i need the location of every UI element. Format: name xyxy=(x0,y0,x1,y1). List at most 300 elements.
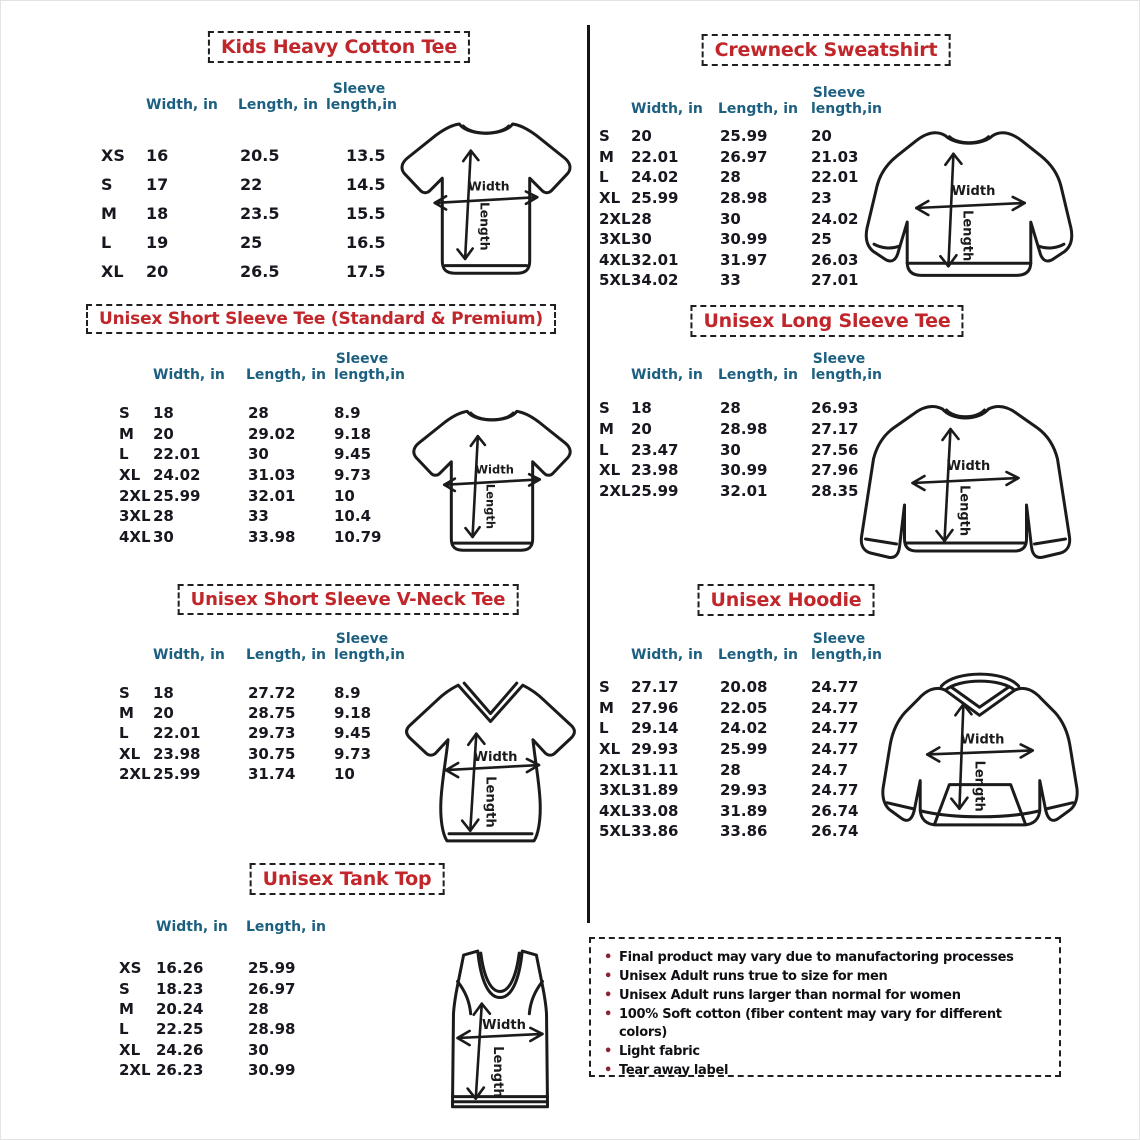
cell-length: 32.01 xyxy=(248,486,296,505)
cell-length: 30.99 xyxy=(720,461,768,480)
cell-width: 34.02 xyxy=(631,271,679,290)
size-row xyxy=(119,683,390,703)
size-table-long-sleeve-tee xyxy=(599,398,867,501)
cell-width: 25.99 xyxy=(153,764,201,783)
bullet-icon: • xyxy=(604,1063,613,1079)
section-title-kids-heavy-cotton-tee: Kids Heavy Cotton Tee xyxy=(208,31,470,63)
cell-width: 33.08 xyxy=(631,801,679,820)
tee-illustration xyxy=(401,399,583,567)
cell-sleeve: 10.79 xyxy=(334,527,382,546)
note-item xyxy=(604,1006,1046,1044)
size-row xyxy=(101,170,392,199)
size-table-kids xyxy=(101,141,392,286)
cell-sleeve: 14.5 xyxy=(346,175,386,194)
size-row xyxy=(119,958,341,978)
header-sleeve: Sleeve length,in xyxy=(811,84,883,117)
cell-width: 28 xyxy=(631,209,652,228)
length-label: Length xyxy=(489,1046,505,1098)
cell-length: 28 xyxy=(248,404,269,423)
cell-width: 18 xyxy=(153,404,174,423)
cell-length: 22.05 xyxy=(720,698,768,717)
cell-width: 25.99 xyxy=(631,189,679,208)
cell-length: 26.97 xyxy=(720,147,768,166)
cell-length: 33.86 xyxy=(720,822,768,841)
cell-sleeve: 24.77 xyxy=(811,698,859,717)
header-sleeve: Sleeve length,in xyxy=(334,630,406,663)
cell-size: M xyxy=(599,147,614,166)
width-label: Width xyxy=(951,183,996,199)
cell-width: 29.93 xyxy=(631,740,679,759)
length-label: Length xyxy=(956,485,972,537)
cell-sleeve: 24.77 xyxy=(811,740,859,759)
header-size xyxy=(119,663,153,665)
v-neck-tee-illustration xyxy=(397,671,585,853)
cell-width: 28 xyxy=(153,507,174,526)
length-label: Length xyxy=(483,483,498,530)
note-item xyxy=(604,1062,1046,1081)
cell-sleeve: 17.5 xyxy=(346,262,386,281)
cell-length: 25.99 xyxy=(720,740,768,759)
cell-length: 31.97 xyxy=(720,250,768,269)
cell-sleeve: 26.74 xyxy=(811,822,859,841)
size-row xyxy=(101,141,392,170)
size-row xyxy=(599,801,867,822)
size-row xyxy=(599,208,867,229)
cell-length: 30 xyxy=(720,440,741,459)
cell-size: 2XL xyxy=(599,760,631,779)
cell-length: 28 xyxy=(720,399,741,418)
section-title-unisex-tank-top: Unisex Tank Top xyxy=(250,863,445,895)
cell-sleeve: 24.77 xyxy=(811,781,859,800)
header-length: Length, in xyxy=(246,918,327,935)
header-sleeve: Sleeve length,in xyxy=(811,350,883,383)
cell-length: 31.03 xyxy=(248,466,296,485)
cell-length: 33 xyxy=(720,271,741,290)
tank-top-illustration xyxy=(429,947,571,1127)
cell-length: 28 xyxy=(720,168,741,187)
cell-size: M xyxy=(599,698,614,717)
size-row xyxy=(101,257,392,286)
cell-length: 28.75 xyxy=(248,704,296,723)
cell-size: M xyxy=(119,704,134,723)
hoodie-illustration xyxy=(877,659,1083,857)
cell-sleeve: 16.5 xyxy=(346,233,386,252)
bullet-icon: • xyxy=(604,1006,613,1022)
cell-width: 27.17 xyxy=(631,678,679,697)
size-row xyxy=(119,444,390,465)
cell-width: 25.99 xyxy=(631,482,679,501)
size-row xyxy=(119,703,390,723)
size-row xyxy=(599,739,867,760)
size-row xyxy=(119,424,390,445)
note-item xyxy=(604,1043,1046,1062)
cell-length: 29.73 xyxy=(248,724,296,743)
size-row xyxy=(119,1060,341,1080)
size-table-short-sleeve-tee xyxy=(119,403,390,547)
cell-length: 20.5 xyxy=(240,146,280,165)
cell-sleeve: 9.45 xyxy=(334,724,372,743)
size-row xyxy=(599,698,867,719)
size-row xyxy=(119,999,341,1019)
cell-size: L xyxy=(119,724,129,743)
note-text: Final product may vary due to manufactoring processes xyxy=(619,950,1014,965)
cell-sleeve: 25 xyxy=(811,230,832,249)
cell-length: 22 xyxy=(240,175,263,194)
cell-size: XL xyxy=(599,740,621,759)
cell-width: 20 xyxy=(631,127,652,146)
cell-length: 25.99 xyxy=(248,959,296,978)
header-size xyxy=(119,383,153,385)
cell-size: L xyxy=(119,1020,129,1039)
size-row xyxy=(119,744,390,764)
cell-length: 33.98 xyxy=(248,527,296,546)
size-row xyxy=(599,460,867,481)
note-item xyxy=(604,949,1046,968)
cell-size: L xyxy=(599,719,609,738)
bullet-icon: • xyxy=(604,950,613,965)
cell-length: 26.5 xyxy=(240,262,280,281)
width-label: Width xyxy=(960,732,1005,748)
product-notes-box xyxy=(589,937,1061,1077)
size-row xyxy=(119,506,390,527)
cell-sleeve: 10.4 xyxy=(334,507,372,526)
size-table-crewneck xyxy=(599,126,867,291)
cell-size: 4XL xyxy=(599,250,631,269)
cell-length: 25 xyxy=(240,233,263,252)
length-label: Length xyxy=(482,776,498,828)
cell-size: 3XL xyxy=(599,230,631,249)
table-header xyxy=(599,81,883,119)
section-title-crewneck-sweatshirt: Crewneck Sweatshirt xyxy=(702,34,951,66)
cell-length: 28.98 xyxy=(720,420,768,439)
cell-sleeve: 9.18 xyxy=(334,704,372,723)
cell-length: 32.01 xyxy=(720,482,768,501)
size-row xyxy=(101,228,392,257)
cell-length: 30 xyxy=(720,209,741,228)
note-text: Unisex Adult runs true to size for men xyxy=(619,968,888,984)
cell-width: 23.98 xyxy=(153,744,201,763)
cell-sleeve: 21.03 xyxy=(811,147,859,166)
cell-width: 29.14 xyxy=(631,719,679,738)
header-width: Width, in xyxy=(153,366,225,383)
header-size xyxy=(119,935,156,937)
cell-sleeve: 22.01 xyxy=(811,168,859,187)
cell-size: 4XL xyxy=(599,801,631,820)
cell-width: 20 xyxy=(631,420,652,439)
header-length: Length, in xyxy=(238,96,319,113)
cell-size: L xyxy=(101,233,112,252)
cell-size: XS xyxy=(101,146,125,165)
cell-size: S xyxy=(599,127,610,146)
cell-width: 20 xyxy=(153,424,174,443)
table-header xyxy=(599,347,883,385)
cell-size: L xyxy=(119,445,129,464)
cell-length: 30.75 xyxy=(248,744,296,763)
cell-sleeve: 8.9 xyxy=(334,684,361,703)
cell-size: M xyxy=(101,204,117,223)
header-width: Width, in xyxy=(631,646,703,663)
cell-width: 18 xyxy=(631,399,652,418)
header-length: Length, in xyxy=(718,366,799,383)
length-label: Length xyxy=(971,760,987,812)
cell-width: 25.99 xyxy=(153,486,201,505)
cell-sleeve: 24.7 xyxy=(811,760,849,779)
cell-width: 32.01 xyxy=(631,250,679,269)
cell-sleeve: 26.74 xyxy=(811,801,859,820)
size-row xyxy=(599,167,867,188)
cell-length: 20.08 xyxy=(720,678,768,697)
cell-size: XL xyxy=(119,744,141,763)
size-row xyxy=(101,199,392,228)
cell-width: 31.89 xyxy=(631,781,679,800)
size-row xyxy=(599,780,867,801)
note-item xyxy=(604,987,1046,1006)
cell-width: 23.47 xyxy=(631,440,679,459)
cell-width: 31.11 xyxy=(631,760,679,779)
header-length: Length, in xyxy=(718,100,799,117)
cell-size: 2XL xyxy=(119,1061,151,1080)
cell-length: 27.72 xyxy=(248,684,296,703)
cell-sleeve: 10 xyxy=(334,486,355,505)
cell-sleeve: 28.35 xyxy=(811,482,859,501)
cell-length: 31.74 xyxy=(248,764,296,783)
size-row xyxy=(599,229,867,250)
cell-sleeve: 27.96 xyxy=(811,461,859,480)
header-width: Width, in xyxy=(153,646,225,663)
sweatshirt-illustration xyxy=(861,115,1077,297)
cell-size: 5XL xyxy=(599,822,631,841)
header-size xyxy=(599,663,631,665)
table-header xyxy=(119,627,406,665)
cell-width: 30 xyxy=(631,230,652,249)
vertical-divider xyxy=(587,25,590,923)
width-label: Width xyxy=(473,749,518,765)
cell-sleeve: 24.02 xyxy=(811,209,859,228)
cell-length: 28.98 xyxy=(720,189,768,208)
cell-width: 24.02 xyxy=(631,168,679,187)
note-text: 100% Soft cotton (fiber content may vary for different colors) xyxy=(619,1006,1002,1041)
cell-length: 24.02 xyxy=(720,719,768,738)
size-row xyxy=(599,147,867,168)
header-sleeve: Sleeve length,in xyxy=(334,350,406,383)
cell-size: XS xyxy=(119,959,142,978)
cell-width: 20 xyxy=(146,262,169,281)
size-row xyxy=(599,419,867,440)
table-header xyxy=(119,909,349,937)
cell-length: 29.93 xyxy=(720,781,768,800)
size-row xyxy=(599,188,867,209)
cell-sleeve: 27.56 xyxy=(811,440,859,459)
cell-size: 5XL xyxy=(599,271,631,290)
header-width: Width, in xyxy=(146,96,218,113)
cell-width: 19 xyxy=(146,233,169,252)
cell-width: 24.26 xyxy=(156,1040,204,1059)
cell-sleeve: 20 xyxy=(811,127,832,146)
size-row xyxy=(119,485,390,506)
section-title-unisex-v-neck-tee: Unisex Short Sleeve V-Neck Tee xyxy=(178,584,519,615)
size-row xyxy=(599,398,867,419)
cell-sleeve: 26.93 xyxy=(811,399,859,418)
cell-size: S xyxy=(119,979,130,998)
size-row xyxy=(119,527,390,548)
width-label: Width xyxy=(482,1017,527,1033)
cell-width: 22.01 xyxy=(153,445,201,464)
section-title-unisex-short-sleeve-tee: Unisex Short Sleeve Tee (Standard & Premium) xyxy=(86,304,556,334)
header-width: Width, in xyxy=(631,366,703,383)
section-title-unisex-long-sleeve-tee: Unisex Long Sleeve Tee xyxy=(690,305,963,337)
cell-length: 33 xyxy=(248,507,269,526)
cell-width: 18.23 xyxy=(156,979,204,998)
cell-size: L xyxy=(599,168,609,187)
header-length: Length, in xyxy=(718,646,799,663)
long-sleeve-tee-illustration xyxy=(856,393,1082,573)
cell-length: 30.99 xyxy=(248,1061,296,1080)
cell-size: M xyxy=(599,420,614,439)
size-row xyxy=(119,1040,341,1060)
cell-sleeve: 9.45 xyxy=(334,445,372,464)
cell-width: 24.02 xyxy=(153,466,201,485)
size-row xyxy=(119,465,390,486)
size-row xyxy=(599,439,867,460)
cell-size: M xyxy=(119,999,134,1018)
cell-length: 25.99 xyxy=(720,127,768,146)
cell-length: 30 xyxy=(248,445,269,464)
size-row xyxy=(599,718,867,739)
cell-size: XL xyxy=(599,461,621,480)
cell-width: 18 xyxy=(146,204,169,223)
size-row xyxy=(119,403,390,424)
cell-width: 17 xyxy=(146,175,169,194)
cell-sleeve: 24.77 xyxy=(811,678,859,697)
cell-length: 26.97 xyxy=(248,979,296,998)
cell-sleeve: 23 xyxy=(811,189,832,208)
cell-size: 2XL xyxy=(599,482,631,501)
cell-width: 26.23 xyxy=(156,1061,204,1080)
header-size xyxy=(101,113,146,115)
header-sleeve: Sleeve length,in xyxy=(326,80,398,113)
bullet-icon: • xyxy=(604,968,613,984)
size-row xyxy=(599,126,867,147)
cell-length: 28 xyxy=(248,999,269,1018)
cell-sleeve: 9.73 xyxy=(334,744,372,763)
cell-size: S xyxy=(119,404,130,423)
note-text: Tear away label xyxy=(619,1063,729,1079)
cell-size: 3XL xyxy=(599,781,631,800)
note-item xyxy=(604,968,1046,987)
cell-width: 16.26 xyxy=(156,959,204,978)
length-label: Length xyxy=(959,210,975,262)
cell-size: M xyxy=(119,424,134,443)
size-row xyxy=(599,250,867,271)
cell-width: 22.25 xyxy=(156,1020,204,1039)
cell-size: XL xyxy=(119,1040,141,1059)
cell-sleeve: 9.18 xyxy=(334,424,372,443)
cell-size: S xyxy=(119,684,130,703)
size-row xyxy=(599,270,867,291)
size-table-tank-top xyxy=(119,958,341,1080)
cell-sleeve: 8.9 xyxy=(334,404,361,423)
width-label: Width xyxy=(475,462,514,477)
cell-size: XL xyxy=(119,466,141,485)
size-row xyxy=(119,1019,341,1039)
cell-sleeve: 9.73 xyxy=(334,466,372,485)
cell-sleeve: 27.01 xyxy=(811,271,859,290)
table-header xyxy=(599,627,883,665)
section-title-unisex-hoodie: Unisex Hoodie xyxy=(698,584,875,616)
size-row xyxy=(119,978,341,998)
cell-size: S xyxy=(101,175,113,194)
table-header xyxy=(101,77,401,115)
width-label: Width xyxy=(946,459,991,474)
tee-illustration xyxy=(391,109,581,293)
cell-width: 30 xyxy=(153,527,174,546)
cell-width: 27.96 xyxy=(631,698,679,717)
cell-length: 30.99 xyxy=(720,230,768,249)
cell-length: 30 xyxy=(248,1040,269,1059)
cell-size: L xyxy=(599,440,609,459)
header-width: Width, in xyxy=(631,100,703,117)
cell-size: 3XL xyxy=(119,507,151,526)
cell-length: 28 xyxy=(720,760,741,779)
cell-size: S xyxy=(599,678,610,697)
table-header xyxy=(119,347,406,385)
bullet-icon: • xyxy=(604,1044,613,1060)
cell-width: 23.98 xyxy=(631,461,679,480)
cell-width: 18 xyxy=(153,684,174,703)
cell-size: 2XL xyxy=(119,764,151,783)
header-sleeve: Sleeve length,in xyxy=(811,630,883,663)
size-row xyxy=(119,723,390,743)
note-text: Light fabric xyxy=(619,1044,700,1060)
size-row xyxy=(119,764,390,784)
cell-sleeve: 27.17 xyxy=(811,420,859,439)
header-length: Length, in xyxy=(246,366,327,383)
cell-sleeve: 15.5 xyxy=(346,204,386,223)
cell-size: 4XL xyxy=(119,527,151,546)
width-label: Width xyxy=(468,179,510,194)
length-label: Length xyxy=(477,201,492,251)
header-size xyxy=(599,383,631,385)
cell-sleeve: 10 xyxy=(334,764,355,783)
bullet-icon: • xyxy=(604,987,613,1003)
header-length: Length, in xyxy=(246,646,327,663)
cell-size: 2XL xyxy=(599,209,631,228)
size-table-v-neck-tee xyxy=(119,683,390,784)
cell-width: 22.01 xyxy=(153,724,201,743)
cell-length: 31.89 xyxy=(720,801,768,820)
cell-width: 20.24 xyxy=(156,999,204,1018)
cell-width: 22.01 xyxy=(631,147,679,166)
header-size xyxy=(599,117,631,119)
size-row xyxy=(599,759,867,780)
cell-size: 2XL xyxy=(119,486,151,505)
size-row xyxy=(599,821,867,842)
cell-size: XL xyxy=(101,262,124,281)
size-table-hoodie xyxy=(599,677,867,842)
cell-length: 29.02 xyxy=(248,424,296,443)
size-row xyxy=(599,481,867,502)
cell-size: XL xyxy=(599,189,621,208)
cell-width: 20 xyxy=(153,704,174,723)
cell-sleeve: 24.77 xyxy=(811,719,859,738)
cell-width: 16 xyxy=(146,146,169,165)
cell-width: 33.86 xyxy=(631,822,679,841)
cell-size: S xyxy=(599,399,610,418)
note-text: Unisex Adult runs larger than normal for women xyxy=(619,987,961,1003)
cell-length: 23.5 xyxy=(240,204,280,223)
cell-sleeve: 13.5 xyxy=(346,146,386,165)
header-width: Width, in xyxy=(156,918,228,935)
